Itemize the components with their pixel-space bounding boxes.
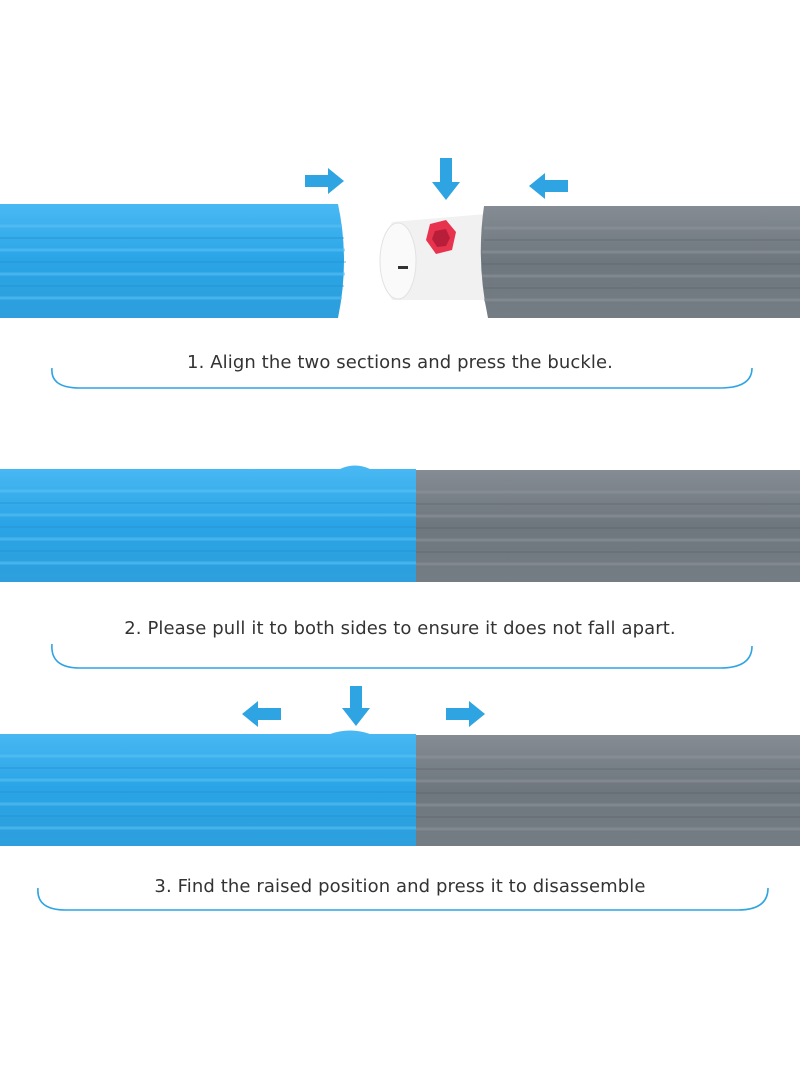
blue-tube-section xyxy=(0,204,346,318)
step-2-caption: 2. Please pull it to both sides to ensure it does not fall apart. xyxy=(124,618,676,639)
gray-tube-section xyxy=(481,206,800,318)
arrow-right-icon xyxy=(446,701,485,727)
arrow-left-icon xyxy=(242,701,281,727)
arrow-down-icon xyxy=(342,686,370,726)
blue-tube-section xyxy=(0,466,416,583)
caption-underline xyxy=(52,644,752,668)
buckle-connector xyxy=(380,214,490,300)
arrow-left-icon xyxy=(529,173,568,199)
blue-tube-section xyxy=(0,731,416,847)
step-1-caption: 1. Align the two sections and press the buckle. xyxy=(187,352,613,373)
gray-tube-section xyxy=(416,735,800,846)
arrow-right-icon xyxy=(305,168,344,194)
step-3-caption: 3. Find the raised position and press it to disassemble xyxy=(154,876,646,897)
gray-tube-section xyxy=(416,470,800,582)
arrow-down-icon xyxy=(432,158,460,200)
